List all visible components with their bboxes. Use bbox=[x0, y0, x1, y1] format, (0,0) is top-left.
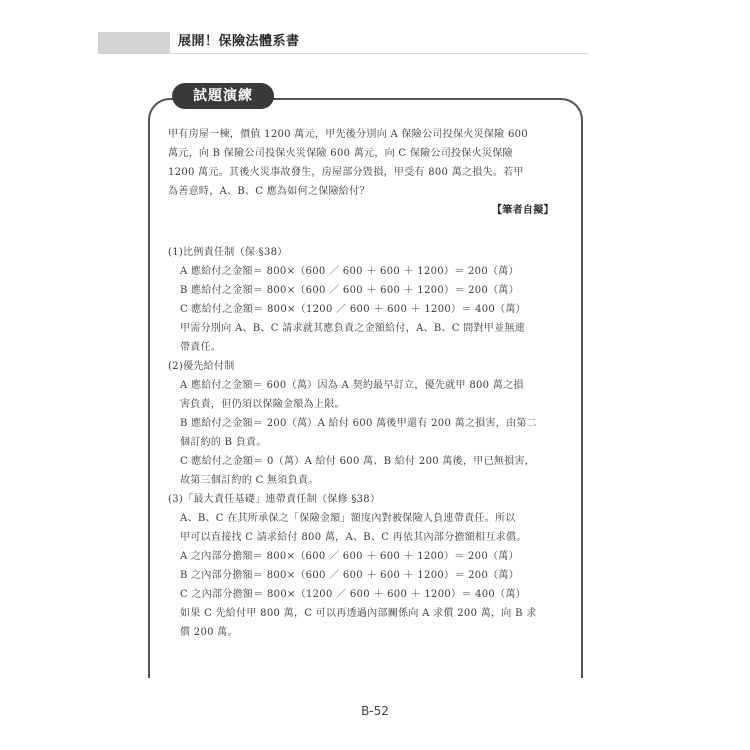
p1-b: B 應給付之金額＝ 800×（600 ／ 600 ＋ 600 ＋ 1200）＝ 200（萬） bbox=[180, 285, 520, 296]
p1-heading: (1)比例責任制（保 §38） bbox=[168, 247, 288, 258]
p2-b-2: 個訂約的 B 負責。 bbox=[180, 437, 267, 448]
p3-line-1: A、B、C 在其所承保之「保險金額」額度內對被保險人負連帶責任。所以 bbox=[180, 513, 516, 524]
p2-c-2: 故第三個訂約的 C 無須負責。 bbox=[180, 475, 319, 486]
p2-c-1: C 應給付之金額＝ 0（萬）A 給付 600 萬、B 給付 200 萬後，甲已無損害， bbox=[180, 456, 536, 467]
p3-a: A 之內部分擔額＝ 800×（600 ／ 600 ＋ 600 ＋ 1200）＝ 200（萬） bbox=[180, 551, 519, 562]
p3-end-2: 償 200 萬。 bbox=[180, 627, 238, 638]
question-line-1: 甲有房屋一棟，價值 1200 萬元，甲先後分別向 A 保險公司投保火災保險 600 bbox=[168, 129, 528, 140]
p1-c: C 應給付之金額＝ 800×（1200 ／ 600 ＋ 600 ＋ 1200）＝ 400（萬） bbox=[180, 304, 526, 315]
p2-a-1: A 應給付之金額＝ 600（萬）因為 A 契約最早訂立，優先就甲 800 萬之損 bbox=[180, 380, 524, 391]
section-tag: 試題演練 bbox=[172, 83, 274, 109]
header-accent-bar bbox=[98, 32, 170, 54]
question-line-2: 萬元，向 B 保險公司投保火災保險 600 萬元，向 C 保險公司投保火災保險 bbox=[168, 148, 513, 159]
p1-note-1: 甲需分別向 A、B、C 請求就其應負責之金額給付，A、B、C 間對甲並無連 bbox=[180, 323, 526, 334]
p3-heading: (3)「最大責任基礎」連帶責任制（保修 §38） bbox=[168, 494, 381, 505]
p2-a-2: 害負責，但仍須以保險金額為上限。 bbox=[180, 399, 345, 410]
p2-b-1: B 應給付之金額＝ 200（萬）A 給付 600 萬後甲還有 200 萬之損害，由第二 bbox=[180, 418, 537, 429]
question-line-4: 為善意時，A、B、C 應為如何之保險給付？ bbox=[168, 186, 370, 197]
question-source: 【筆者自擬】 bbox=[492, 205, 554, 216]
p1-a: A 應給付之金額＝ 800×（600 ／ 600 ＋ 600 ＋ 1200）＝ 200（萬） bbox=[180, 266, 519, 277]
p3-c: C 之內部分擔額＝ 800×（1200 ／ 600 ＋ 600 ＋ 1200）＝ 400（萬） bbox=[180, 589, 526, 600]
p3-end-1: 如果 C 先給付甲 800 萬，C 可以再透過內部關係向 A 求償 200 萬，向 B 求 bbox=[180, 608, 537, 619]
p3-line-2: 甲可以直接找 C 請求給付 800 萬，A、B、C 再依其內部分擔額相互求償。 bbox=[180, 532, 527, 543]
p3-b: B 之內部分擔額＝ 800×（600 ／ 600 ＋ 600 ＋ 1200）＝ 200（萬） bbox=[180, 570, 520, 581]
page-number: B-52 bbox=[361, 704, 389, 718]
book-title: 展開！保險法體系書 bbox=[168, 32, 588, 54]
question-line-3: 1200 萬元。其後火災事故發生，房屋部分毀損，甲受有 800 萬之損失。若甲 bbox=[168, 167, 524, 178]
p2-heading: (2)優先給付制 bbox=[168, 361, 235, 372]
p1-note-2: 帶責任。 bbox=[180, 342, 222, 353]
